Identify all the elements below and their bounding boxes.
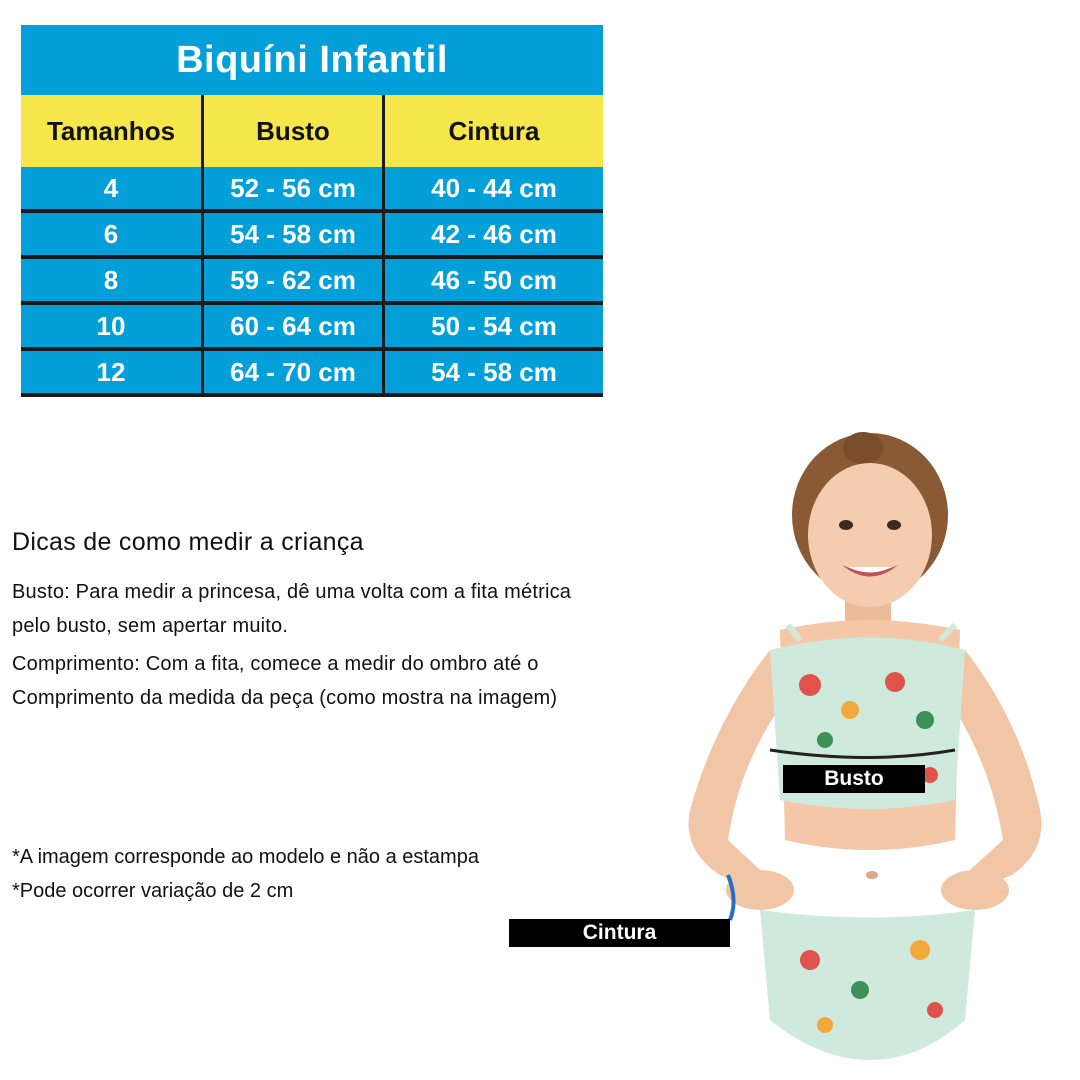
header-tamanhos: Tamanhos <box>46 115 176 146</box>
tips-title: Dicas de como medir a criança <box>12 528 364 556</box>
measuring-tips <box>12 528 712 715</box>
notes <box>12 840 479 908</box>
cell-busto: 54 - 58 cm <box>201 213 382 255</box>
cell-busto: 64 - 70 cm <box>201 351 382 393</box>
header-busto: Busto <box>201 95 382 167</box>
size-table <box>21 25 603 397</box>
note-variation: *Pode ocorrer variação de 2 cm <box>12 880 294 902</box>
cell-size: 6 <box>103 218 119 249</box>
cell-cintura: 54 - 58 cm <box>382 351 603 393</box>
cell-busto: 59 - 62 cm <box>201 259 382 301</box>
table-header-row <box>21 95 603 167</box>
cell-size: 12 <box>96 356 126 387</box>
cell-busto: 60 - 64 cm <box>201 305 382 347</box>
cell-size: 4 <box>103 172 119 203</box>
note-image: *A imagem corresponde ao modelo e não a estampa <box>12 846 479 868</box>
model-photo <box>620 420 1080 1080</box>
cell-cintura: 50 - 54 cm <box>382 305 603 347</box>
tip-busto-line1: Busto: Para medir a princesa, dê uma volta com a fita métrica <box>12 581 572 603</box>
busto-label: Busto <box>783 765 925 793</box>
header-cintura: Cintura <box>382 95 603 167</box>
cell-size: 8 <box>103 264 119 295</box>
cintura-label: Cintura <box>509 919 730 947</box>
table-row <box>21 213 603 259</box>
tip-busto-line2: pelo busto, sem apertar muito. <box>12 615 289 637</box>
tip-comprimento-line2: Comprimento da medida da peça (como mostra na imagem) <box>12 687 558 709</box>
table-row <box>21 259 603 305</box>
table-row <box>21 167 603 213</box>
table-title: Biquíni Infantil <box>21 25 603 95</box>
cell-busto: 52 - 56 cm <box>201 167 382 209</box>
cell-cintura: 46 - 50 cm <box>382 259 603 301</box>
cell-cintura: 40 - 44 cm <box>382 167 603 209</box>
cell-cintura: 42 - 46 cm <box>382 213 603 255</box>
tip-comprimento-line1: Comprimento: Com a fita, comece a medir do ombro até o <box>12 653 539 675</box>
table-row <box>21 351 603 397</box>
cell-size: 10 <box>96 310 126 341</box>
table-row <box>21 305 603 351</box>
